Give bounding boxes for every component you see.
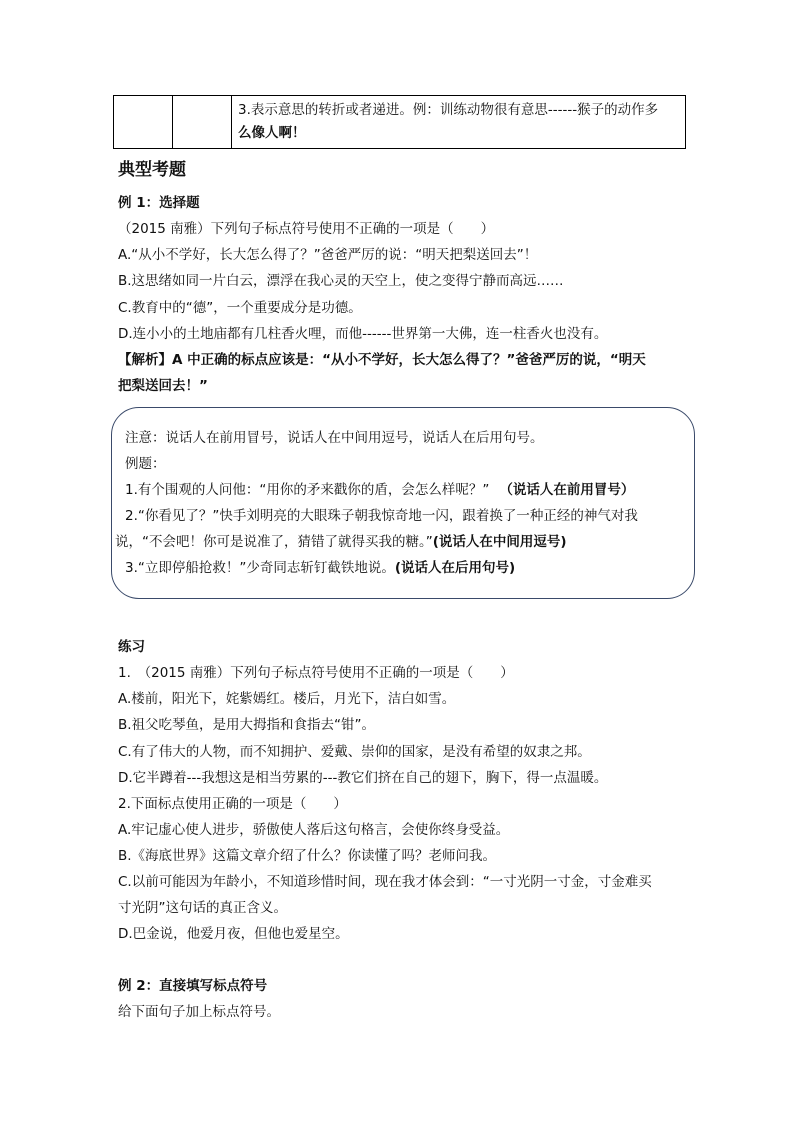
example2-heading: 例 2：直接填写标点符号 [118,978,268,994]
q2-option-c-cont: 寸光阴”这句话的真正含义。 [118,900,287,916]
note-example-2-text: 说，“不会吧！你可是说准了，猜错了就得买我的糖。” [115,534,433,550]
note-example-1-tag: （说话人在前用冒号） [499,482,635,498]
table-cell-content [232,96,686,149]
q2-option-b: B.《海底世界》这篇文章介绍了什么？你读懂了吗？老师问我。 [118,848,497,864]
analysis-line-2: 把梨送回去！” [118,378,208,394]
option-c: C.教育中的“德”，一个重要成分是功德。 [118,300,362,316]
practice-q2: 2.下面标点使用正确的一项是（ ） [118,796,347,812]
analysis-label: 【解析】 [118,352,172,368]
practice-heading: 练习 [118,639,145,655]
practice-q1: 1. （2015 南雅）下列句子标点符号使用不正确的一项是（ ） [118,665,514,681]
note-example-1 [125,480,634,500]
example1-heading: 例 1：选择题 [118,195,200,211]
table-fragment [113,95,686,149]
table-text-line: 3.表示意思的转折或者递进。例：训练动物很有意思------猴子的动作多 [238,102,659,118]
table-text-line: 么像人啊！ [238,125,306,141]
note-example-label: 例题： [125,456,166,472]
note-rule: 注意：说话人在前用冒号，说话人在中间用逗号，说话人在后用句号。 [125,430,544,446]
note-example-1-text: 1.有个围观的人问他：“用你的矛来戳你的盾，会怎么样呢？” [125,482,490,498]
note-box [111,407,695,599]
note-example-3 [125,558,515,578]
q2-option-a: A.牢记虚心使人进步，骄傲使人落后这句格言，会使你终身受益。 [118,822,510,838]
table-cell-empty [173,96,232,149]
note-example-2: 2.“你看见了？”快手刘明亮的大眼珠子朝我惊奇地一闪，跟着换了一种正经的神气对我 [125,508,638,524]
note-example-2-cont [115,532,567,552]
analysis-line [118,350,646,370]
q1-option-a: A.楼前，阳光下，姹紫嫣红。楼后，月光下，洁白如雪。 [118,691,456,707]
q2-option-d: D.巴金说，他爱月夜，但他也爱星空。 [118,926,349,942]
option-a: A.“从小不学好，长大怎么得了？”爸爸严厉的说：“明天把梨送回去”！ [118,247,538,263]
example2-instruction: 给下面句子加上标点符号。 [118,1004,280,1020]
note-example-3-tag: (说话人在后用句号) [394,560,516,576]
q1-option-c: C.有了伟大的人物，而不知拥护、爱戴、崇仰的国家，是没有希望的奴隶之邦。 [118,744,591,760]
example1-question: （2015 南雅）下列句子标点符号使用不正确的一项是（ ） [118,221,495,237]
q1-option-d: D.它半蹲着---我想这是相当劳累的---教它们挤在自己的翅下，胸下，得一点温暖。 [118,770,608,786]
analysis-text: A 中正确的标点应该是：“从小不学好，长大怎么得了？”爸爸严厉的说，“明天 [172,352,646,368]
section-title: 典型考题 [118,160,186,180]
table-row [114,96,686,149]
note-example-2-tag: (说话人在中间用逗号) [432,534,567,550]
table-cell-empty [114,96,173,149]
note-example-3-text: 3.“立即停船抢救！”少奇同志斩钉截铁地说。 [125,560,395,576]
q1-option-b: B.祖父吃琴鱼，是用大拇指和食指去“钳”。 [118,717,376,733]
option-b: B.这思绪如同一片白云，漂浮在我心灵的天空上，使之变得宁静而高远…… [118,273,564,289]
q2-option-c: C.以前可能因为年龄小，不知道珍惜时间，现在我才体会到：“一寸光阴一寸金，寸金难买 [118,874,652,890]
option-d: D.连小小的土地庙都有几柱香火哩，而他------世界第一大佛，连一柱香火也没有。 [118,326,608,342]
